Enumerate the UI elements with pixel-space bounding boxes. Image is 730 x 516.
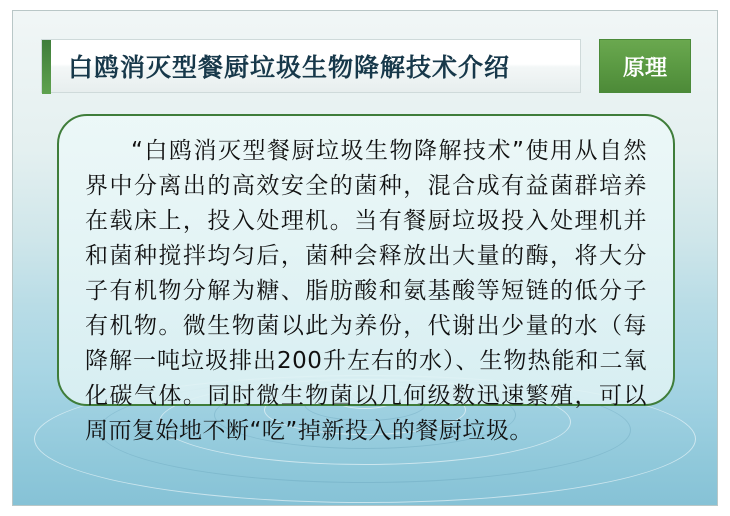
title-accent-bar xyxy=(42,40,51,94)
slide-title-bar xyxy=(41,39,581,93)
body-paragraph: “白鸥消灭型餐厨垃圾生物降解技术”使用从自然界中分离出的高效安全的菌种，混合成有益菌群培养在载床上，投入处理机。当有餐厨垃圾投入处理机并和菌种搅拌均匀后，菌种会释放出大量的酶，将大分子有机物分解为糖、脂肪酸和氨基酸等短链的低分子有机物。微生物菌以此为养份，代谢出少量的水（每降解一吨垃圾排出200升左右的水）、生物热能和二氧化碳气体。同时微生物菌以几何级数迅速繁殖，可以周而复始地不断“吃”掉新投入的餐厨垃圾。 xyxy=(85,138,647,444)
page-title: 白鸥消灭型餐厨垃圾生物降解技术介绍 xyxy=(68,53,511,82)
section-badge: 原理 xyxy=(599,39,691,93)
slide-header xyxy=(41,39,691,93)
content-panel xyxy=(57,114,675,444)
slide-canvas xyxy=(12,10,718,506)
